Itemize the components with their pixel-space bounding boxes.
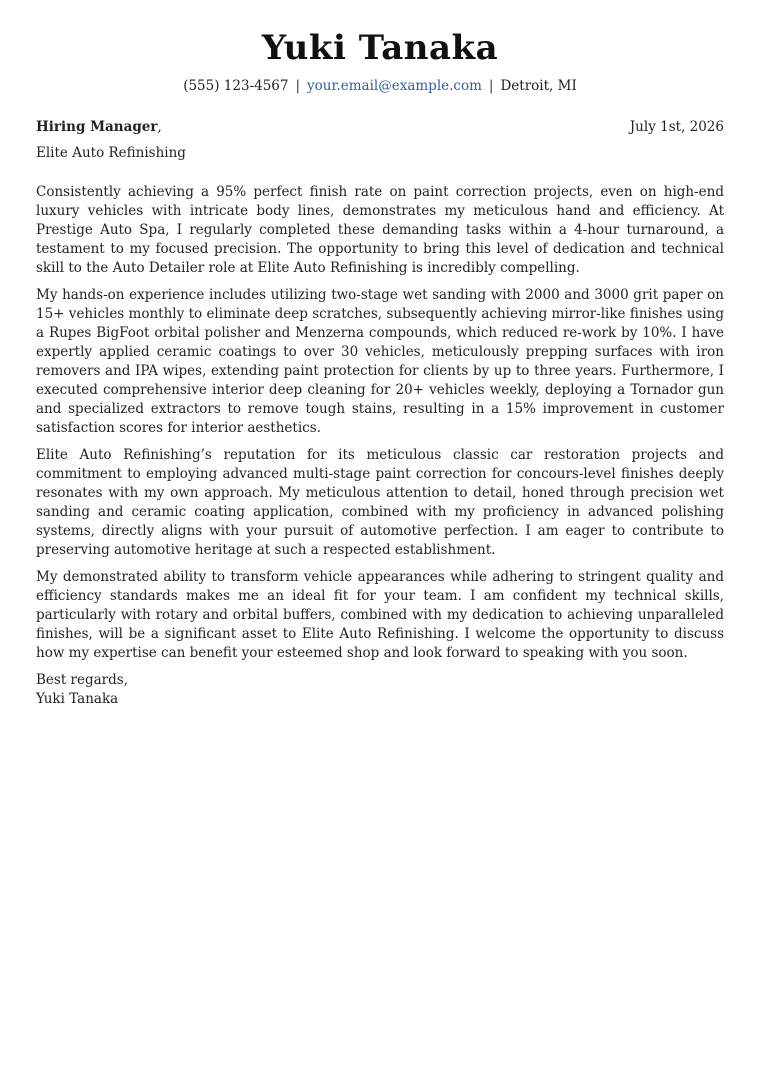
applicant-name: Yuki Tanaka (261, 28, 499, 68)
body-paragraph: Consistently achieving a 95% perfect finish rate on paint correction projects, even on high-end luxury vehicles with intricate body lines, demonstrates my meticulous hand and efficiency. At Prestige Auto Spa, I regularly completed these demanding tasks within a 4-hour turnaround, a testament to my focused precision. The opportunity to bring this level of dedication and technical skill to the Auto Detailer role at Elite Auto Refinishing is incredibly compelling. (36, 184, 724, 276)
letter-date: July 1st, 2026 (629, 119, 724, 135)
separator: | (295, 78, 301, 94)
contact-line (36, 77, 724, 95)
email-link[interactable]: your.email@example.com (307, 78, 482, 94)
recipient-punctuation: , (157, 119, 162, 135)
closing-block (36, 671, 724, 709)
body-paragraph: My demonstrated ability to transform vehicle appearances while adhering to stringent quality and efficiency standards makes me an ideal fit for your team. I am confident my technical skills, particularly with rotary and orbital buffers, combined with my dedication to achieving unparalleled finishes, will be a significant asset to Elite Auto Refinishing. I welcome the opportunity to discuss how my expertise can benefit your esteemed shop and look forward to speaking with you soon. (36, 569, 724, 661)
recipient-title: Hiring Manager (36, 119, 158, 135)
company-name: Elite Auto Refinishing (36, 145, 186, 161)
recipient (36, 118, 162, 136)
closing-phrase: Best regards, (36, 672, 129, 688)
body-paragraph: My hands-on experience includes utilizing two-stage wet sanding with 2000 and 3000 grit paper on 15+ vehicles monthly to eliminate deep scratches, subsequently achieving mirror-like finishes using a Rupes BigFoot orbital polisher and Menzerna compounds, which reduced re-work by 10%. I have expertly applied ceramic coatings to over 30 vehicles, meticulously prepping surfaces with iron removers and IPA wipes, extending paint protection for clients by up to three years. Furthermore, I executed comprehensive interior deep cleaning for 20+ vehicles weekly, deploying a Tornador gun and specialized extractors to remove tough stains, resulting in a 15% improvement in customer satisfaction scores for interior aesthetics. (36, 287, 724, 436)
body-paragraph: Elite Auto Refinishing’s reputation for its meticulous classic car restoration projects and commitment to employing advanced multi-stage paint correction for concours-level finishes deeply resonates with my own approach. My meticulous attention to detail, honed through precision wet sanding and ceramic coating application, combined with my proficiency in advanced polishing systems, directly aligns with your pursuit of automotive perfection. I am eager to contribute to preserving automotive heritage at such a respected establishment. (36, 447, 724, 558)
separator: | (488, 78, 494, 94)
letter-body (36, 183, 724, 663)
signature-name: Yuki Tanaka (36, 691, 119, 707)
salutation-row (36, 118, 724, 136)
location: Detroit, MI (500, 78, 577, 94)
phone-number: (555) 123-4567 (183, 78, 289, 94)
